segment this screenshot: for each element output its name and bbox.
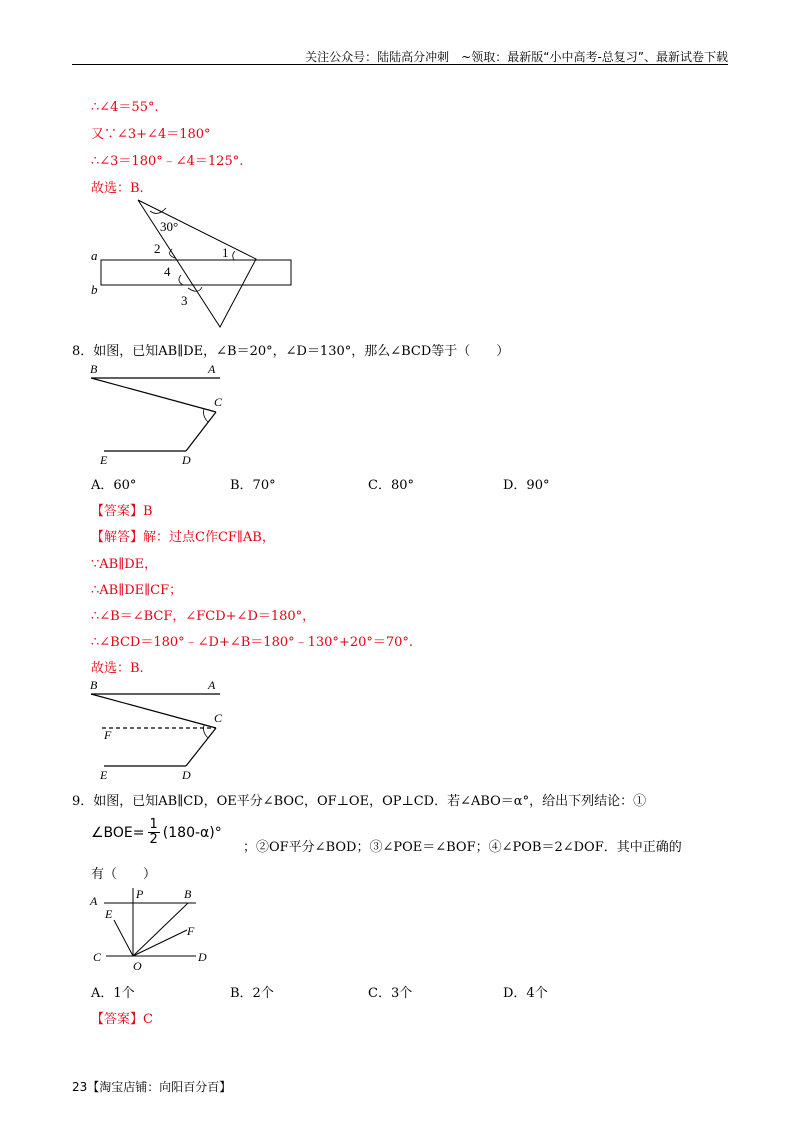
label-B: B	[90, 362, 98, 376]
header-rule	[72, 64, 728, 65]
label-D: D	[182, 768, 191, 782]
figure-q9	[88, 884, 218, 974]
label-F: F	[187, 924, 195, 938]
label-F: F	[104, 728, 112, 742]
label-D: D	[182, 453, 191, 467]
label-B: B	[184, 887, 192, 901]
line-cd	[186, 412, 216, 451]
fraction-denominator: 2	[149, 832, 158, 847]
question-9-stem: 9．如图，已知AB∥CD，OE平分∠BOC，OF⊥OE，OP⊥CD．若∠ABO＝α°，给出下列结论：①	[72, 794, 647, 809]
answer-q9: 【答案】C	[91, 1012, 153, 1027]
line-bc	[91, 378, 216, 412]
option-a: A．1个	[91, 986, 135, 1001]
shop-label: 【淘宝店铺：向阳百分百】	[87, 1080, 232, 1094]
triangle	[138, 200, 256, 327]
page-footer	[72, 1078, 231, 1095]
label-1: 1	[222, 245, 229, 260]
angle-arc-c	[204, 409, 209, 422]
solution-line: 故选：B.	[91, 181, 144, 196]
fraction-numerator: 1	[149, 817, 158, 832]
label-O: O	[133, 959, 142, 973]
option-a: A．60°	[91, 478, 137, 493]
solution-line: 【解答】解：过点C作CF∥AB，	[91, 530, 275, 545]
label-D: D	[198, 950, 207, 964]
line-oe	[114, 920, 133, 956]
label-4: 4	[164, 264, 171, 279]
option-d: D．90°	[503, 478, 550, 493]
label-a: a	[91, 248, 98, 263]
label-A: A	[208, 362, 216, 376]
option-c: C．80°	[368, 478, 414, 493]
label-C: C	[93, 950, 102, 964]
label-C: C	[214, 711, 223, 725]
line-of	[133, 930, 187, 956]
figure-q8-solution	[88, 676, 238, 786]
label-E: E	[100, 768, 108, 782]
figure-q8	[88, 360, 238, 470]
line-ob	[133, 903, 188, 956]
label-C: C	[214, 395, 223, 409]
solution-line: 故选：B.	[91, 661, 144, 676]
label-A: A	[208, 678, 216, 692]
label-E: E	[100, 453, 108, 467]
label-P: P	[136, 887, 144, 901]
angle-arc-4	[179, 275, 183, 285]
line-cd	[186, 728, 216, 766]
figure-q7	[80, 195, 310, 335]
formula-tail: (180-α)°	[162, 824, 222, 841]
question-8-stem: 8．如图，已知AB∥DE，∠B＝20°，∠D＝130°，那么∠BCD等于（ ）	[72, 344, 510, 359]
label-2: 2	[154, 241, 161, 256]
solution-line: ∴AB∥DE∥CF；	[91, 583, 183, 598]
solution-line: ∵AB∥DE，	[91, 557, 158, 572]
fraction	[148, 818, 160, 847]
formula-1	[91, 818, 222, 847]
option-b: B．2个	[230, 986, 274, 1001]
option-c: C．3个	[368, 986, 413, 1001]
page-header: 关注公众号：陆陆高分冲刺 ~领取：最新版“小中高考-总复习”、最新试卷下载	[305, 50, 728, 64]
formula-lhs: ∠BOE=	[91, 824, 145, 841]
solution-line: ∴∠4＝55°.	[91, 100, 159, 115]
label-B: B	[90, 678, 98, 692]
solution-line: ∴∠3＝180°﹣∠4＝125°.	[91, 154, 244, 169]
answer-q8: 【答案】B	[91, 504, 153, 519]
page-number: 23	[72, 1080, 88, 1094]
option-b: B．70°	[230, 478, 276, 493]
question-9-stem-cont: ；②OF平分∠BOD；③∠POE＝∠BOF；④∠POB＝2∠DOF．其中正确的	[243, 840, 682, 855]
solution-line: ∴∠B＝∠BCF，∠FCD+∠D＝180°，	[91, 609, 316, 624]
line-bc	[91, 694, 216, 728]
label-b: b	[91, 282, 98, 297]
label-30: 30°	[160, 219, 179, 234]
solution-line: 又∵∠3+∠4＝180°	[91, 127, 211, 142]
option-d: D．4个	[503, 986, 548, 1001]
angle-arc-1	[233, 251, 235, 260]
label-E: E	[105, 907, 113, 921]
label-A: A	[90, 894, 98, 908]
label-3: 3	[181, 293, 188, 308]
angle-arc-c	[204, 725, 209, 738]
solution-line: ∴∠BCD＝180°﹣∠D+∠B＝180°﹣130°+20°＝70°.	[91, 635, 414, 650]
question-9-stem-end: 有（ ）	[91, 867, 157, 882]
strip-rect	[101, 260, 291, 285]
